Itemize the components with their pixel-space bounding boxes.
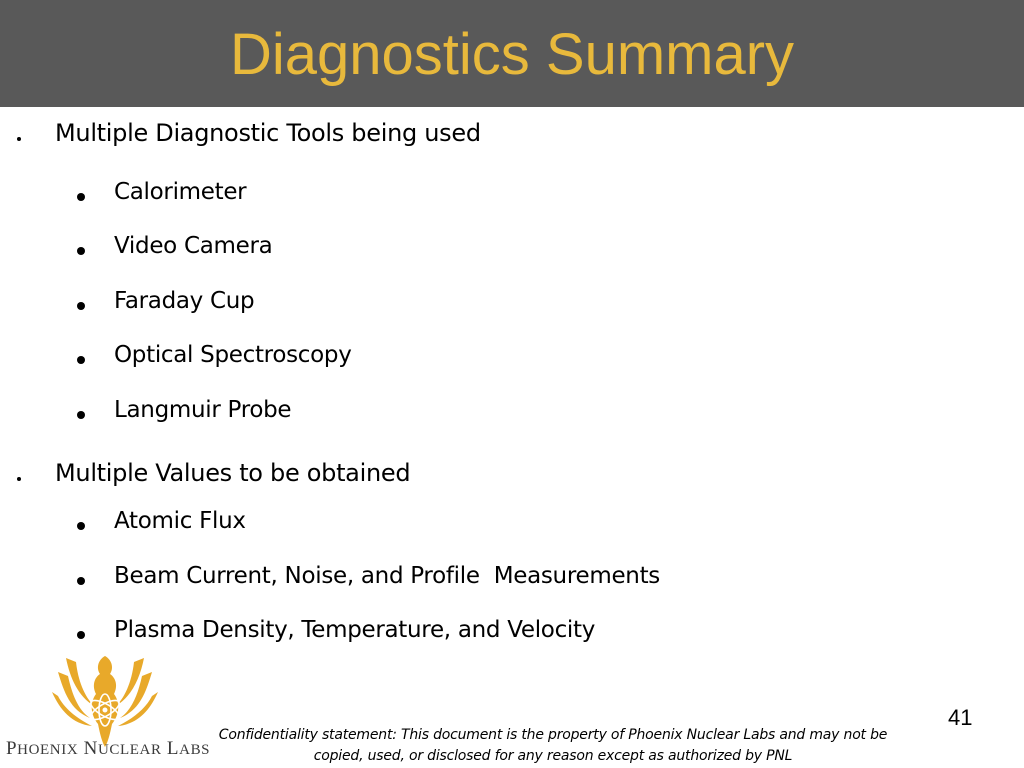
bullet-icon	[17, 137, 21, 141]
list-item: Plasma Density, Temperature, and Velocity	[114, 617, 596, 643]
list-item: Beam Current, Noise, and Profile Measurements	[114, 563, 660, 589]
phoenix-atom-logo-icon	[50, 652, 160, 748]
section-heading-tools: Multiple Diagnostic Tools being used	[55, 119, 481, 147]
list-item: Langmuir Probe	[114, 397, 292, 423]
section-heading-values: Multiple Values to be obtained	[55, 459, 411, 487]
bullet-icon	[77, 356, 85, 364]
bullet-icon	[77, 247, 85, 255]
company-logo-text: PHOENIX NUCLEAR LABS	[6, 738, 211, 759]
list-item: Video Camera	[114, 233, 273, 259]
confidentiality-statement	[210, 725, 896, 767]
slide-title: Diagnostics Summary	[229, 22, 795, 87]
bullet-icon	[77, 411, 85, 419]
bullet-icon	[17, 477, 21, 481]
bullet-icon	[77, 193, 85, 201]
bullet-icon	[77, 631, 85, 639]
list-item: Atomic Flux	[114, 508, 246, 534]
bullet-icon	[77, 522, 85, 530]
list-item: Calorimeter	[114, 179, 247, 205]
page-number: 41	[948, 705, 973, 730]
list-item: Faraday Cup	[114, 288, 255, 314]
confidentiality-line: copied, used, or disclosed for any reason except as authorized by PNL	[313, 748, 793, 764]
bullet-icon	[77, 302, 85, 310]
bullet-icon	[77, 577, 85, 585]
list-item: Optical Spectroscopy	[114, 342, 352, 368]
confidentiality-line: Confidentiality statement: This document is the property of Phoenix Nuclear Labs and may not be	[218, 727, 888, 743]
